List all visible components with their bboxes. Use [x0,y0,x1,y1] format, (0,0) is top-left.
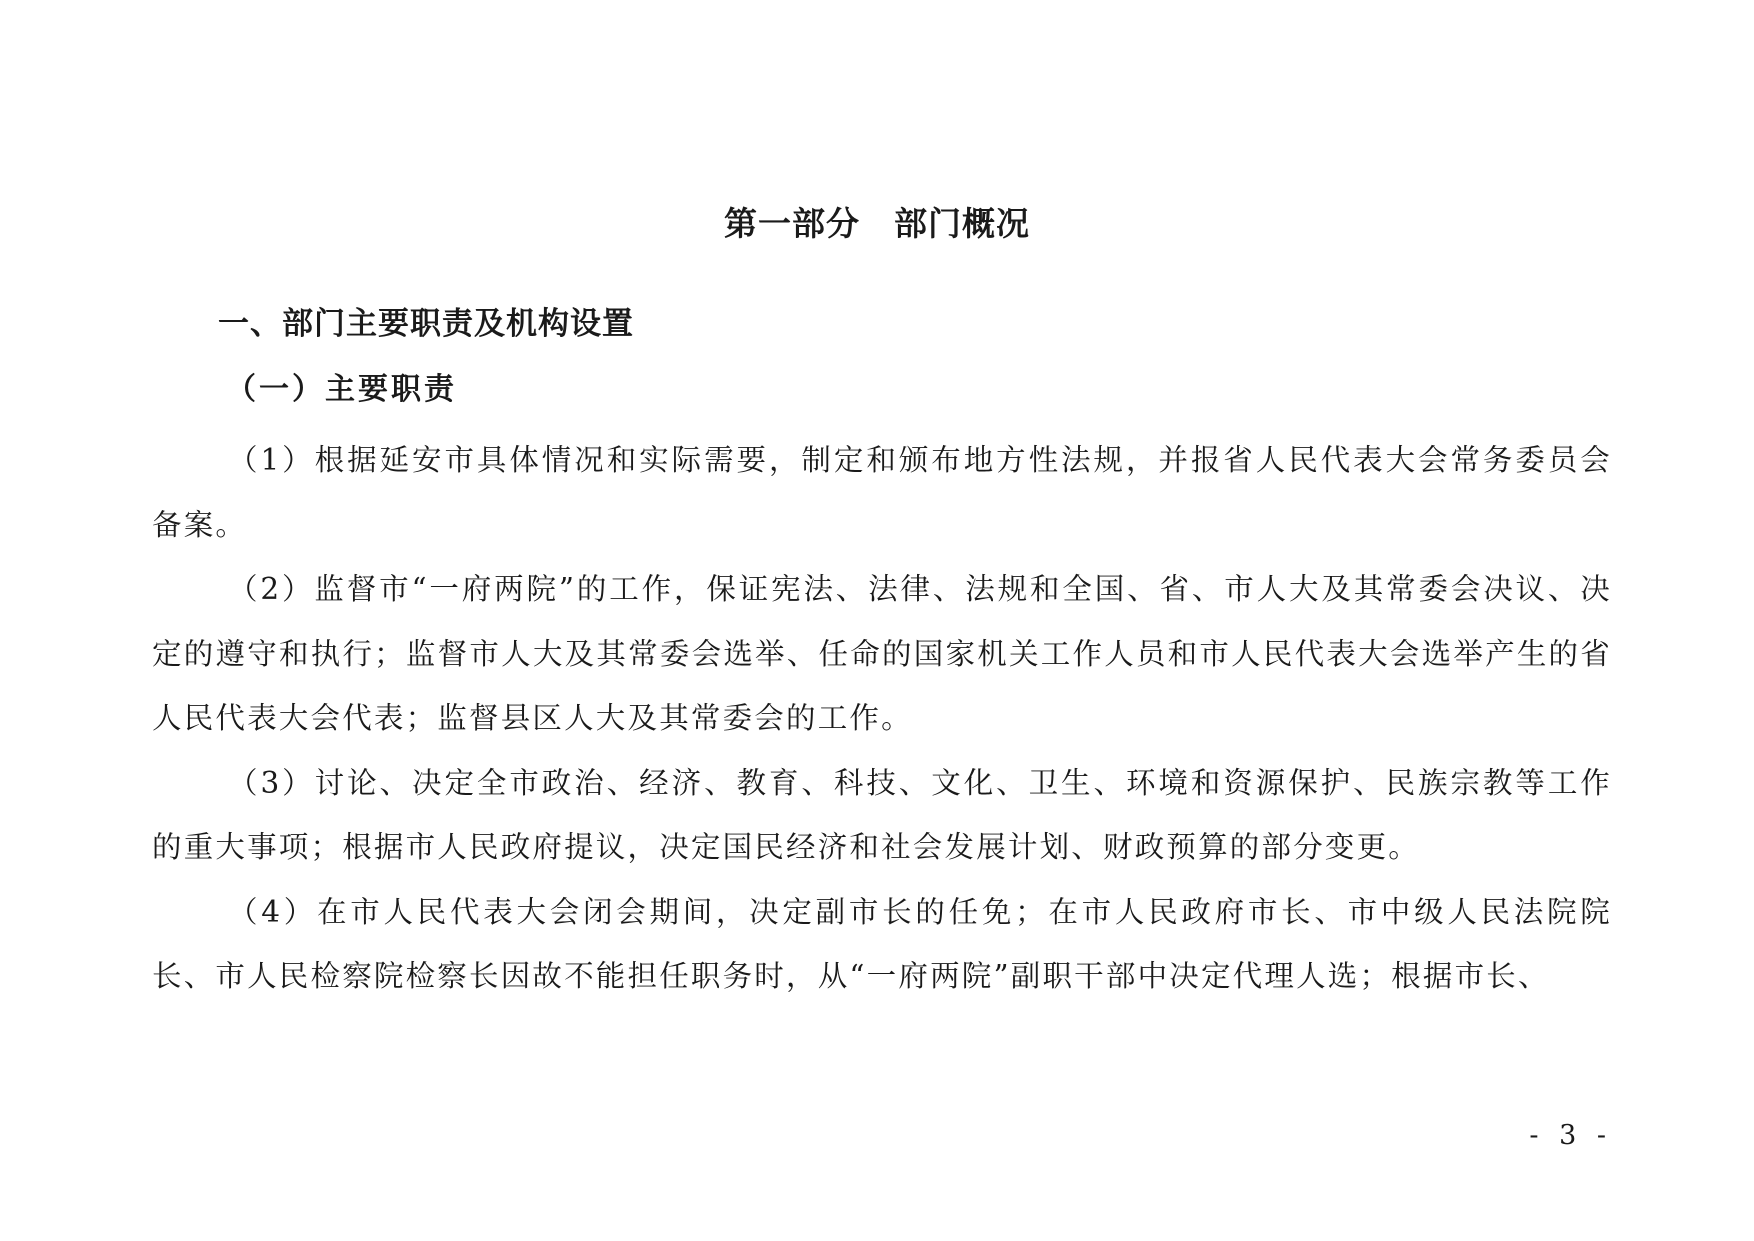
page-number: - 3 - [1529,1120,1612,1151]
section-heading: 一、部门主要职责及机构设置 [218,306,634,342]
subsection-heading: （一）主要职责 [226,372,457,407]
paragraph-duty-3: （3）讨论、决定全市政治、经济、教育、科技、文化、卫生、环境和资源保护、民族宗教等工作的重大事项；根据市人民政府提议，决定国民经济和社会发展计划、财政预算的部分变更。 [152,765,1612,864]
paragraph-duty-1: （1）根据延安市具体情况和实际需要，制定和颁布地方性法规，并报省人民代表大会常务委员会备案。 [152,443,1612,542]
paragraph-duty-2: （2）监督市“一府两院”的工作，保证宪法、法律、法规和全国、省、市人大及其常委会决议、决定的遵守和执行；监督市人大及其常委会选举、任命的国家机关工作人员和市人民代表大会选举产生的省人民代表大会代表；监督县区人大及其常委会的工作。 [152,572,1612,735]
paragraph-duty-4: （4）在市人民代表大会闭会期间，决定副市长的任免；在市人民政府市长、市中级人民法院院长、市人民检察院检察长因故不能担任职务时，从“一府两院”副职干部中决定代理人选；根据市长、 [152,894,1612,993]
part-title: 第一部分 部门概况 [724,204,1030,243]
body-text [152,428,1612,1009]
